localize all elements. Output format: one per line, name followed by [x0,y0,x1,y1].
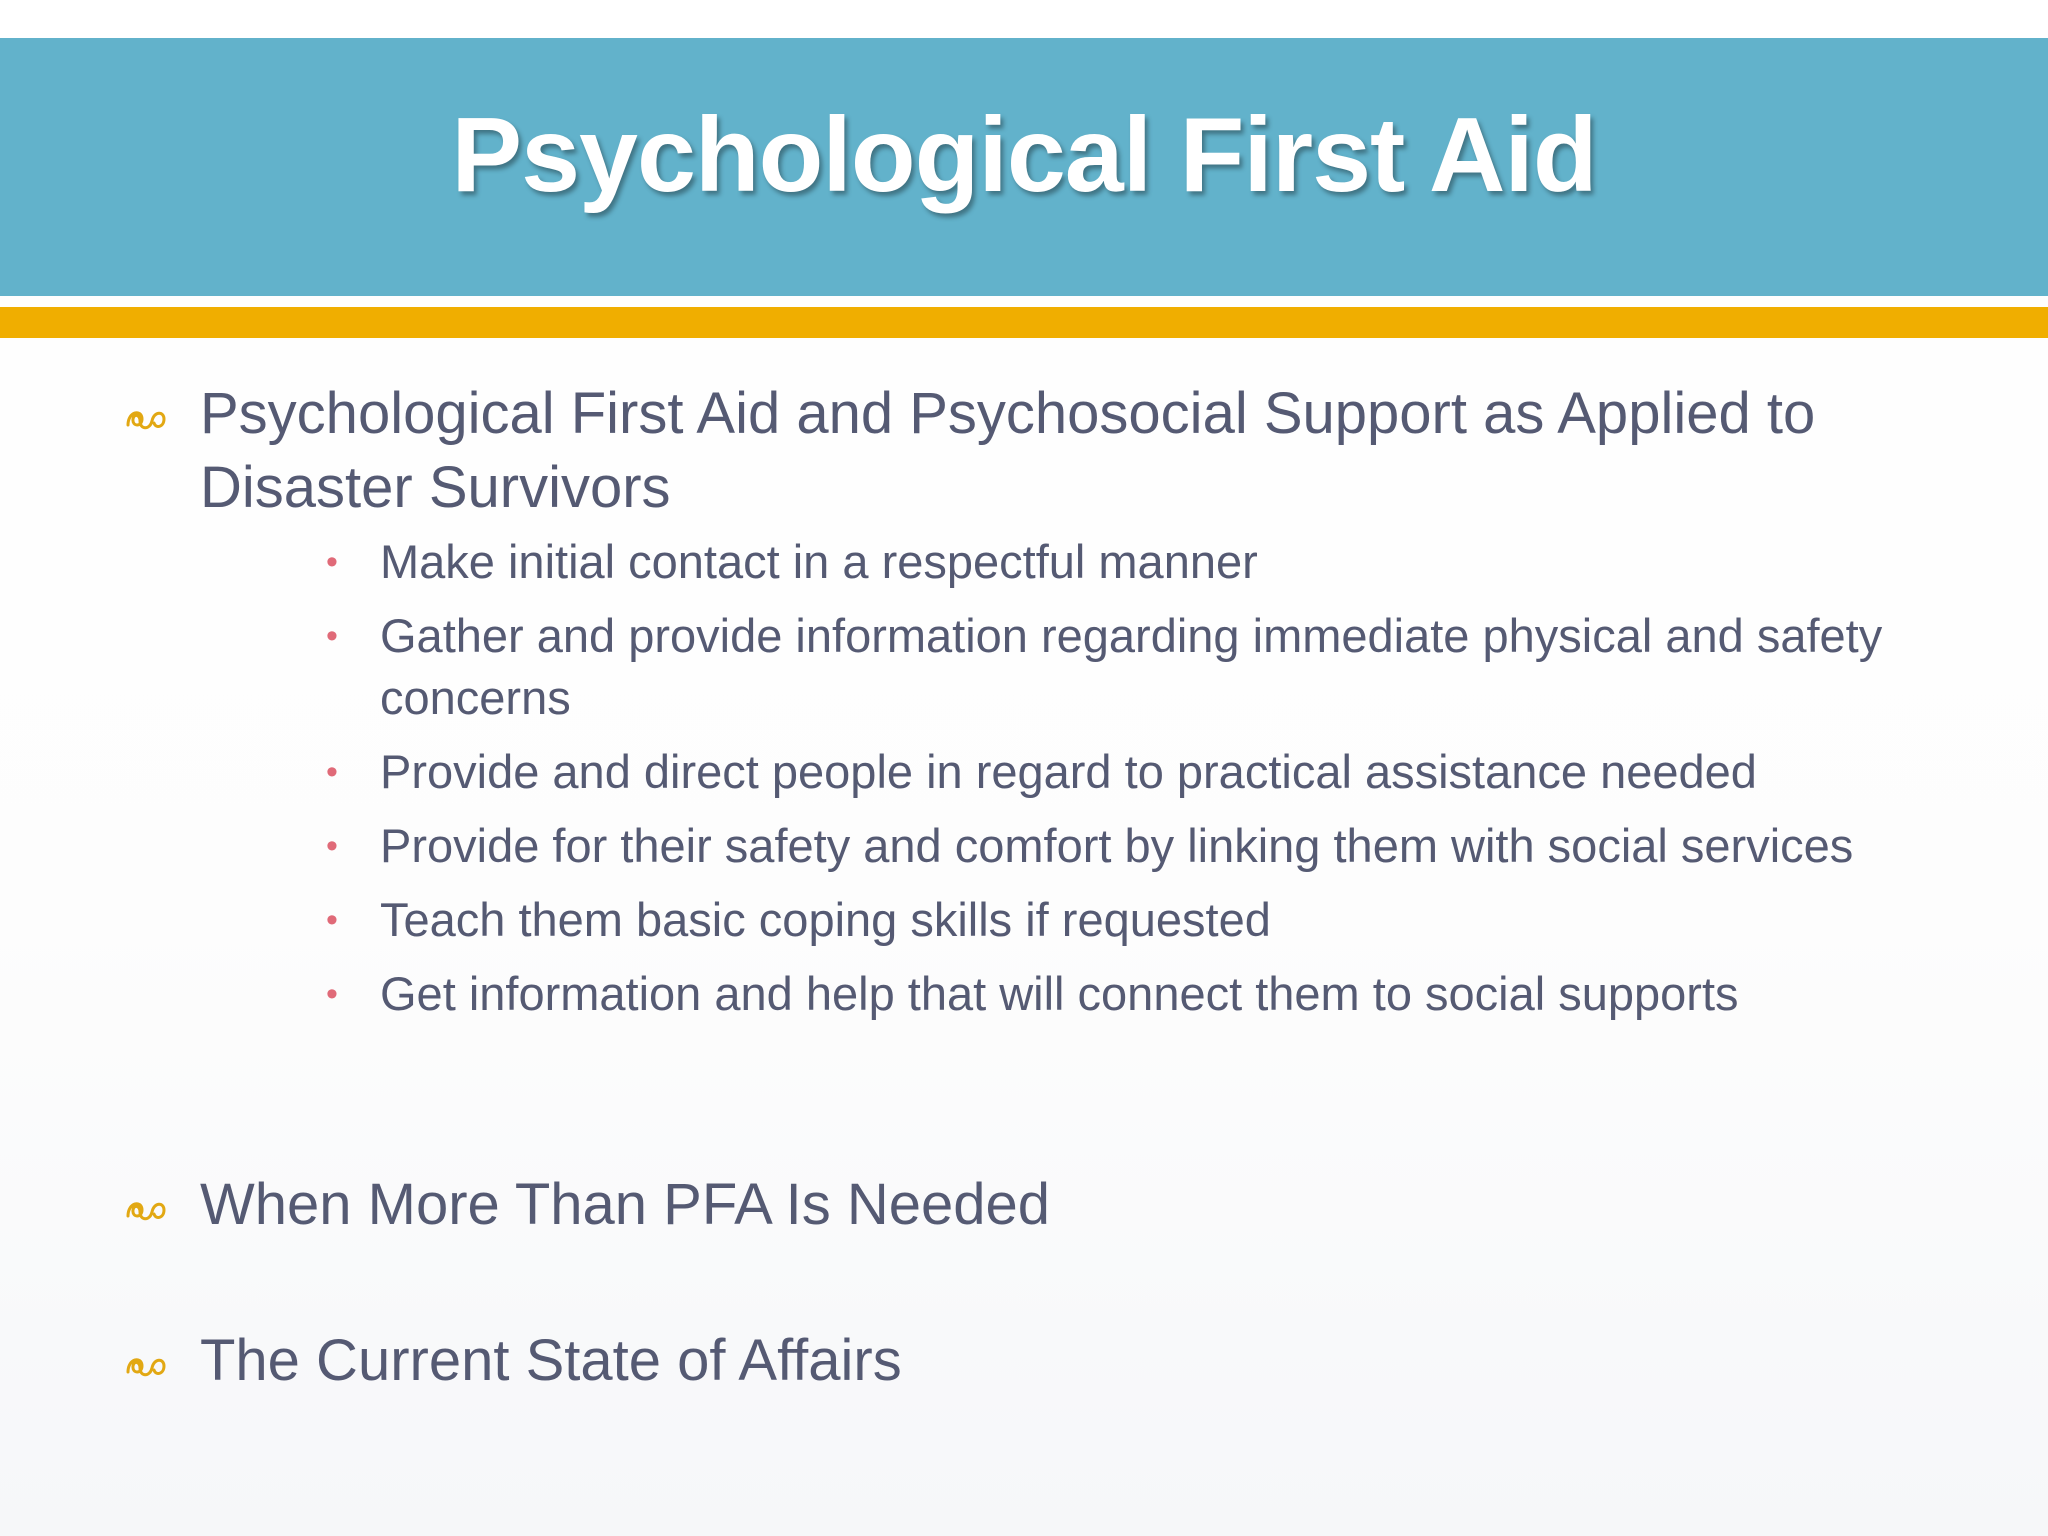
sub-bullet-text: Get information and help that will connect them to social supports [380,967,1739,1020]
sub-bullet-item [326,963,1926,1025]
sub-bullet-dot: • [326,975,338,1013]
sub-bullet-item [326,889,1926,951]
main-bullet-2 [124,1168,1924,1242]
sub-bullet-text: Make initial contact in a respectful manner [380,535,1258,588]
sub-bullet-dot: • [326,543,338,581]
sub-bullet-dot: • [326,753,338,791]
bullet-text: Psychological First Aid and Psychosocial Support as Applied to Disaster Survivors [200,381,1816,520]
sub-bullet-text: Provide for their safety and comfort by linking them with social services [380,819,1854,872]
sub-bullet-item [326,741,1926,803]
bullet-text: When More Than PFA Is Needed [200,1172,1051,1237]
main-bullet-1 [124,377,1924,525]
sub-bullet-text: Gather and provide information regarding immediate physical and safety concerns [380,609,1883,724]
sub-bullet-item [326,531,1926,593]
sub-bullet-text: Provide and direct people in regard to practical assistance needed [380,745,1757,798]
sub-bullet-text: Teach them basic coping skills if requested [380,893,1271,946]
curl-bullet-icon [124,1194,168,1224]
sub-bullet-dot: • [326,901,338,939]
sub-bullet-item [326,815,1926,877]
sub-bullet-list [326,531,1926,1037]
bullet-text: The Current State of Affairs [200,1328,902,1393]
sub-bullet-item [326,605,1926,729]
sub-bullet-dot: • [326,617,338,655]
curl-bullet-icon [124,1350,168,1380]
curl-bullet-icon [124,403,168,433]
main-bullet-3 [124,1324,1924,1398]
sub-bullet-dot: • [326,827,338,865]
slide-title: Psychological First Aid [451,95,1597,214]
